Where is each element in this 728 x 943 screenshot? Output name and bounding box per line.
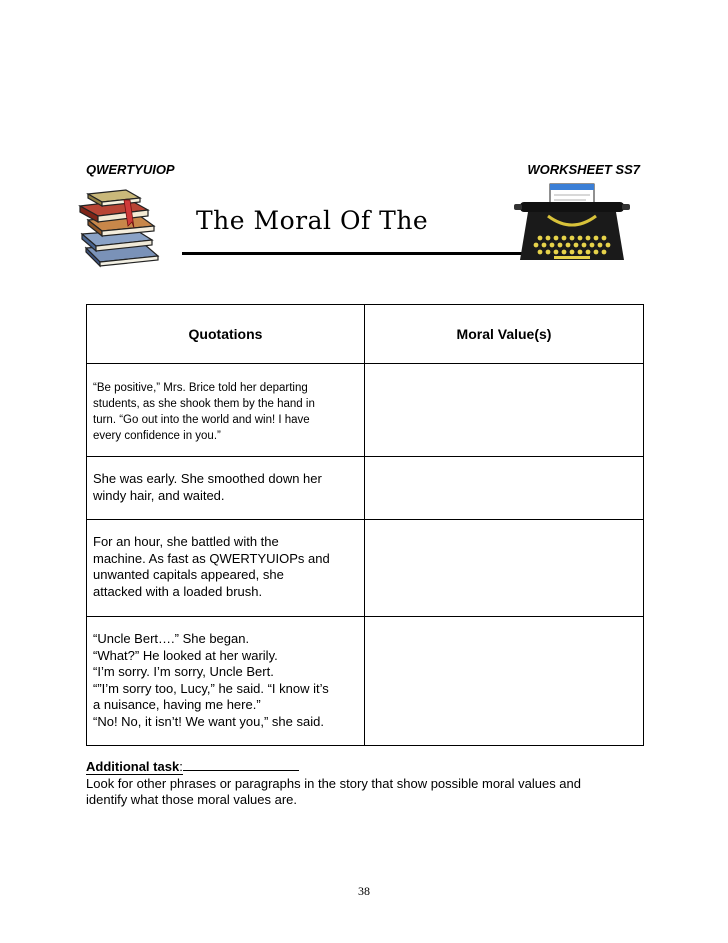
title-underline	[182, 252, 532, 255]
moral-value-answer-cell[interactable]	[365, 457, 644, 520]
quotations-table	[86, 304, 644, 746]
stack-of-books-icon	[74, 186, 166, 268]
table-row	[87, 364, 644, 457]
additional-task	[86, 758, 646, 809]
moral-value-answer-cell[interactable]	[365, 520, 644, 617]
moral-value-answer-cell[interactable]	[365, 364, 644, 457]
moral-value-answer-cell[interactable]	[365, 617, 644, 746]
worksheet-code: WORKSHEET SS7	[527, 162, 640, 177]
quotation-cell: “Be positive,” Mrs. Brice told her departing students, as she shook them by the hand in turn. “Go out into the world and win! I have every confidence in you.”	[87, 364, 365, 457]
quotation-cell: She was early. She smoothed down her windy hair, and waited.	[87, 457, 365, 520]
table-row	[87, 520, 644, 617]
additional-task-instructions-line-1: Look for other phrases or paragraphs in the story that show possible moral values and	[86, 775, 581, 791]
page-title: The Moral Of The	[196, 206, 429, 235]
page-number: 38	[358, 884, 370, 898]
moral-values-header: Moral Value(s)	[365, 305, 644, 364]
answer-blank-line	[183, 758, 299, 771]
additional-task-heading: Additional task:	[86, 758, 646, 776]
quotation-cell: For an hour, she battled with the machine. As fast as QWERTYUIOPs and unwanted capitals appeared, she attacked with a loaded brush.	[87, 520, 365, 617]
table-row	[87, 617, 644, 746]
additional-task-instructions-line-2: identify what those moral values are.	[86, 792, 297, 807]
worksheet-story-title: QWERTYUIOP	[86, 162, 175, 177]
additional-task-label: Additional task	[86, 759, 180, 774]
table-row	[87, 457, 644, 520]
typewriter-icon	[514, 182, 630, 268]
quotations-header: Quotations	[87, 305, 365, 364]
quotation-cell: “Uncle Bert….” She began. “What?” He looked at her warily. “I’m sorry. I’m sorry, Uncle Bert. “”I’m sorry too, Lucy,” he said. “I know it’s a nuisance, having me here.” “No! No, it isn’t! We want you,” she said.	[87, 617, 365, 746]
